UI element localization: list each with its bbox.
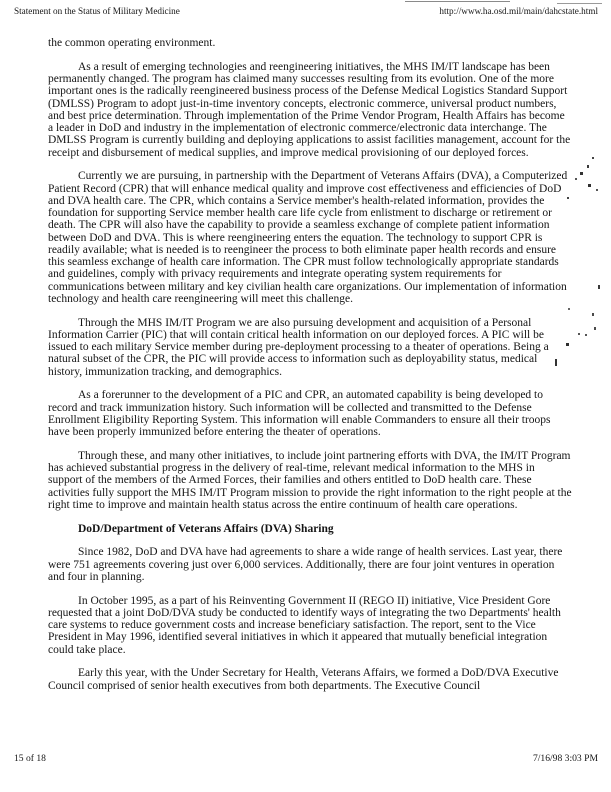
paragraph: Currently we are pursuing, in partnership with the Department of Veterans Affairs (DVA), a Computerized Patient Record (CPR) that will enhance medical quality and improve cost effectiveness and efficiencies of DoD and DVA health care. The CPR, which contains a Service member's health-related information, provides the foundation for supporting Service member health care life cycle from enlistment to discharge or retirement or death. The CPR will also have the capability to provide a seamless exchange of complete patient information between DoD and DVA. This is where reengineering enters the equation. The technology to support CPR is readily available; what is needed is to reengineer the process to both eliminate paper health records and ensure this seamless exchange of health care information. The CPR must follow technologically appropriate standards and guidelines, comply with privacy requirements and integrate operating system requirements for communications between military and key civilian health care organizations. Our implementation of information technology and health care reengineering will meet this challenge.	[48, 170, 568, 305]
scan-artifact	[568, 308, 570, 310]
scan-artifact	[557, 3, 602, 4]
scan-artifact	[596, 189, 598, 191]
section-heading: DoD/Department of Veterans Affairs (DVA) Sharing	[78, 522, 334, 535]
scan-artifact	[598, 285, 600, 289]
scan-artifact	[580, 172, 583, 175]
scan-artifact	[575, 178, 577, 180]
paragraph: In October 1995, as a part of his Reinventing Government II (REGO II) initiative, Vice President Gore requested that a joint DoD/DVA study be conducted to identify ways of integrating the two Departments' health care systems to reduce government costs and increase beneficiary satisfaction. The report, sent to the Vice President in May 1996, identified several initiatives in which it appeared that mutually beneficial integration could take place.	[48, 594, 561, 656]
print-timestamp: 7/16/98 3:03 PM	[532, 753, 598, 764]
print-footer	[14, 753, 598, 764]
scan-artifact	[594, 327, 596, 330]
scan-artifact	[587, 165, 589, 168]
scan-artifact	[567, 197, 569, 199]
page-number: 15 of 18	[14, 753, 46, 764]
scan-artifact	[592, 157, 594, 159]
scan-artifact	[585, 334, 587, 336]
document-body	[48, 37, 572, 703]
scan-artifact	[555, 359, 557, 366]
paragraph-continuation: the common operating environment.	[48, 37, 216, 49]
paragraph: Since 1982, DoD and DVA have had agreements to share a wide range of health services. Last year, there were 751 agreements covering just over 6,000 services. Additionally, there are four joint ventures in operation and four in planning.	[48, 546, 563, 583]
paragraph: Through the MHS IM/IT Program we are also pursuing development and acquisition of a Personal Information Carrier (PIC) that will contain critical health information on our deployed forces. A PIC will be issued to each military Service member during pre-deployment processing to a theater of operations. Being a natural subset of the CPR, the PIC will provide access to information such as deployability status, medical history, immunization tracking, and demographics.	[48, 316, 549, 378]
scan-artifact	[566, 343, 569, 346]
scan-artifact	[592, 313, 594, 316]
scan-artifact	[578, 333, 580, 335]
paragraph: Through these, and many other initiatives, to include joint partnering efforts with DVA, the IM/IT Program has achieved substantial progress in the delivery of real-time, relevant medical information to the MHS in support of the members of the Armed Forces, their families and others entitled to DoD health care. These activities fully support the MHS IM/IT Program mission to provide the right information to the right people at the right time to improve and maintain health status across the entire continuum of health care operations.	[48, 449, 572, 511]
paragraph: As a forerunner to the development of a PIC and CPR, an automated capability is being developed to record and track immunization history. Such information will be collected and transmitted to the Defense Enrollment Eligibility Reporting System. This information will enable Commanders to ensure all their troops have been properly immunized before entering the theater of operations.	[48, 389, 551, 438]
paragraph: Early this year, with the Under Secretary for Health, Veterans Affairs, we formed a DoD/DVA Executive Council comprised of senior health executives from both departments. The Executive Council	[48, 667, 559, 692]
scan-artifact	[405, 1, 510, 2]
scan-artifact	[588, 184, 591, 187]
paragraph: As a result of emerging technologies and reengineering initiatives, the MHS IM/IT landscape has been permanently changed. The program has claimed many successes resulting from its evolution. One of the more important ones is the radically reengineered business process of the Defense Medical Logistics Standard Support (DMLSS) Program to adopt just-in-time inventory concepts, electronic commerce, universal product numbers, and best price determination. Through implementation of the Prime Vendor Program, Health Affairs has become a leader in DoD and industry in the implementation of electronic commerce/electronic data interchange. The DMLSS Program is currently building and deploying applications to assist facilities management, account for the receipt and disbursement of medical supplies, and improve medical provisioning of our deployed forces.	[48, 60, 571, 159]
header-source-url: http://www.ha.osd.mil/main/dahcstate.html	[439, 6, 598, 16]
header-document-title: Statement on the Status of Military Medicine	[14, 6, 180, 16]
print-header	[14, 6, 598, 17]
